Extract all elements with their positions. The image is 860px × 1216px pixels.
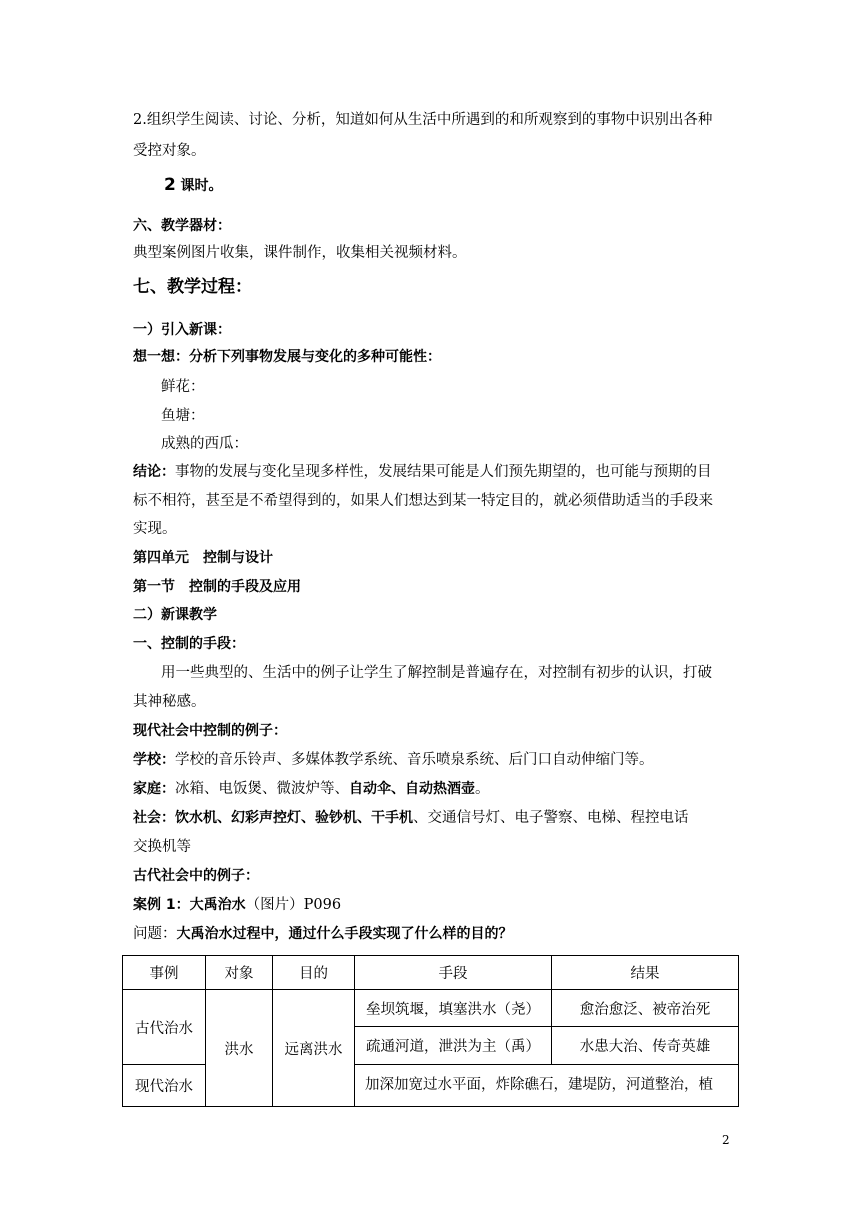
item-flowers: 鲜花：: [161, 379, 205, 395]
item-fishpond: 鱼塘：: [161, 408, 205, 424]
heading-materials: 六、教学器材：: [133, 218, 231, 234]
question-label: 问题：: [133, 926, 177, 942]
table-header-row: [123, 956, 739, 990]
hours-line: [164, 175, 222, 196]
section-title: 第一节 控制的手段及应用: [133, 579, 301, 595]
table-cell-object: 洪水: [206, 990, 273, 1107]
objective-line-2: 受控对象。: [133, 143, 206, 159]
home-label: 家庭：: [133, 781, 175, 797]
case-line: [133, 895, 341, 915]
paragraph-line-2: 其神秘感。: [133, 694, 206, 710]
table-header-cell: 结果: [552, 956, 739, 990]
table-cell-method-modern: 加深加宽过水平面，炸除礁石，建堤防，河道整治，植: [355, 1065, 739, 1107]
home-text: 冰箱、电饭煲、微波炉等、: [175, 781, 349, 797]
conclusion-label: 结论：: [133, 464, 175, 480]
materials-text: 典型案例图片收集，课件制作，收集相关视频材料。: [133, 245, 467, 261]
school-label: 学校：: [133, 752, 175, 768]
school-line: [133, 750, 654, 770]
table-header-cell: 对象: [206, 956, 273, 990]
question-text: 大禹治水过程中，通过什么手段实现了什么样的目的？: [176, 926, 513, 942]
table-cell-goal: 远离洪水: [273, 990, 355, 1107]
society-line-2: 交换机等: [133, 839, 191, 855]
table-header-cell: 手段: [355, 956, 552, 990]
conclusion-line-3: 实现。: [133, 521, 177, 537]
ancient-examples-heading: 古代社会中的例子：: [133, 868, 259, 884]
control-means-heading: 一、控制的手段：: [133, 636, 245, 652]
conclusion-line-1: [133, 462, 712, 482]
society-bold-text: 饮水机、幻彩声控灯、验钞机、干手机: [175, 810, 413, 826]
heading-process: 七、教学过程：: [133, 277, 252, 297]
paragraph-line-1: 用一些典型的、生活中的例子让学生了解控制是普遍存在，对控制有初步的认识，打破: [161, 665, 712, 681]
unit-title: 第四单元 控制与设计: [133, 550, 273, 566]
table-header-cell: 事例: [123, 956, 206, 990]
society-text: 、交通信号灯、电子警察、电梯、程控电话: [413, 810, 689, 826]
table-cell-result: 愈治愈泛、被帝治死: [552, 990, 739, 1027]
home-end: 。: [475, 781, 490, 797]
case-ref: （图片）P096: [245, 897, 342, 913]
society-label: 社会：: [133, 810, 175, 826]
table-cell-method: 垒坝筑堰，填塞洪水（尧）: [355, 990, 552, 1027]
home-bold-text: 自动伞、自动热酒壶: [349, 781, 475, 797]
question-line: [133, 924, 513, 944]
flood-control-table: [122, 955, 739, 1107]
case-title: 案例 1：大禹治水: [133, 897, 246, 913]
new-lesson-heading: 二）新课教学: [133, 607, 217, 623]
objective-line-1: 2.组织学生阅读、讨论、分析，知道如何从生活中所遇到的和所观察到的事物中识别出各种: [133, 112, 713, 128]
item-watermelon: 成熟的西瓜：: [161, 436, 248, 452]
home-line: [133, 779, 490, 799]
table-header-cell: 目的: [273, 956, 355, 990]
table-cell-modern: 现代治水: [123, 1065, 206, 1107]
table-cell-method: 疏通河道，泄洪为主（禹）: [355, 1027, 552, 1065]
table-cell-result: 水患大治、传奇英雄: [552, 1027, 739, 1065]
modern-examples-heading: 现代社会中控制的例子：: [133, 723, 287, 739]
hours-number: 2: [164, 175, 176, 195]
table-row: [123, 990, 739, 1027]
school-text: 学校的音乐铃声、多媒体教学系统、音乐喷泉系统、后门口自动伸缩门等。: [175, 752, 654, 768]
hours-text: 课时。: [180, 178, 223, 194]
think-heading: 想一想：分析下列事物发展与变化的多种可能性：: [133, 349, 441, 365]
society-line: [133, 808, 689, 828]
page-number: 2: [722, 1133, 730, 1147]
conclusion-text-1: 事物的发展与变化呈现多样性，发展结果可能是人们预先期望的，也可能与预期的目: [175, 464, 712, 480]
intro-heading: 一）引入新课：: [133, 322, 231, 338]
table-cell-ancient: 古代治水: [123, 990, 206, 1065]
conclusion-line-2: 标不相符，甚至是不希望得到的，如果人们想达到某一特定目的，就必须借助适当的手段来: [133, 493, 713, 509]
